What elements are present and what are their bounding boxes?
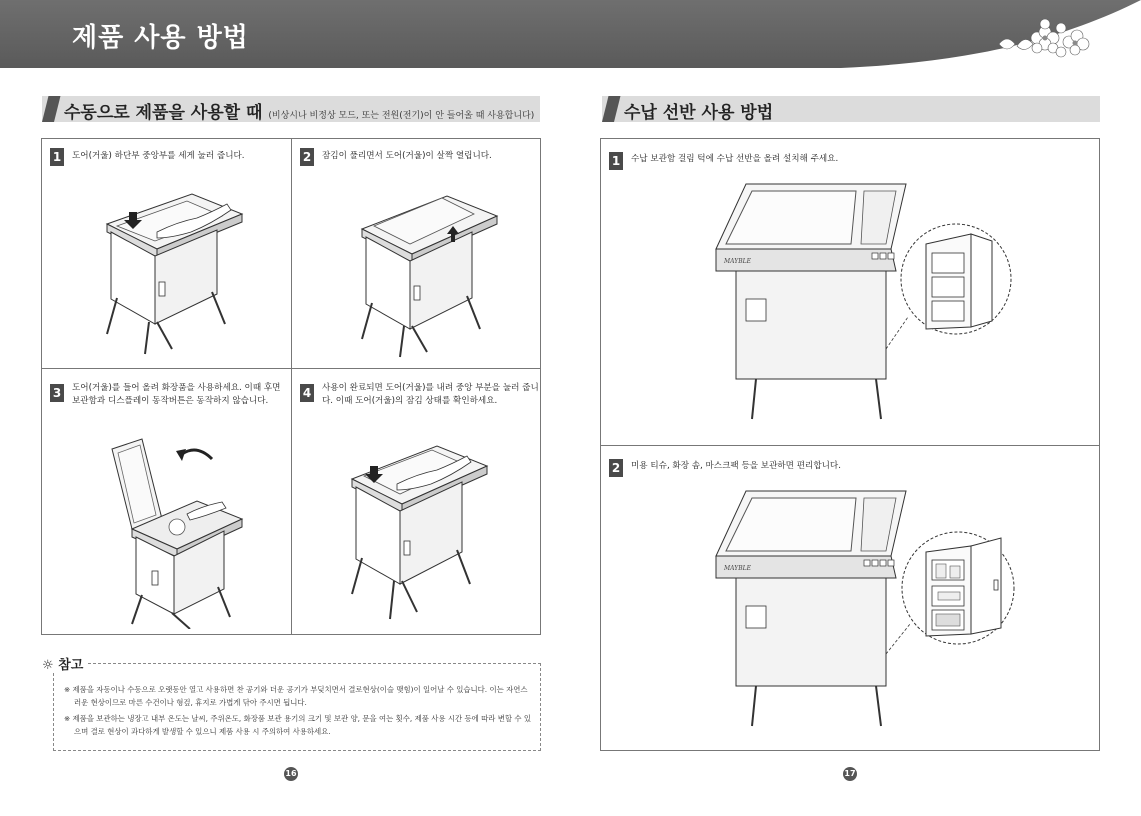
step-number-badge: 1 bbox=[609, 152, 623, 170]
step-3-cell bbox=[42, 369, 291, 634]
vanity-closing-press-illustration bbox=[342, 424, 492, 629]
vanity-closed-press-illustration bbox=[97, 174, 247, 359]
step-number-badge: 2 bbox=[300, 148, 314, 166]
step-2-cell bbox=[292, 139, 541, 368]
vanity-lid-lifted-illustration bbox=[102, 419, 252, 629]
step-text: 잠김이 풀리면서 도어(거울)이 살짝 열립니다. bbox=[322, 151, 492, 161]
shelf-install-illustration bbox=[696, 179, 1026, 439]
step-number-badge: 4 bbox=[300, 384, 314, 402]
shelf-storage-illustration bbox=[696, 486, 1026, 746]
left-section-header bbox=[42, 96, 540, 122]
right-steps-panel bbox=[600, 138, 1100, 751]
note-box bbox=[42, 658, 541, 751]
step-number-badge: 3 bbox=[50, 384, 64, 402]
step-text: 미용 티슈, 화장 솜, 마스크팩 등을 보관하면 편리합니다. bbox=[631, 461, 841, 471]
shelf-step-1-cell bbox=[601, 139, 1099, 445]
step-4-cell bbox=[292, 369, 541, 634]
step-text: 사용이 완료되면 도어(거울)를 내려 중앙 부분을 눌러 줍니 bbox=[322, 383, 539, 393]
note-line: 러운 현상이므로 마른 수건이나 형겊, 휴지로 가볍게 닦아 주시면 됩니다. bbox=[74, 698, 307, 707]
step-text: 수납 보관함 걸림 턱에 수납 선반을 올려 설치해 주세요. bbox=[631, 154, 839, 164]
step-text: 도어(거울) 하단부 중앙부를 세게 눌러 줍니다. bbox=[72, 151, 245, 161]
step-1-cell bbox=[42, 139, 291, 368]
step-text: 도어(거울)를 들어 올려 화장품을 사용하세요. 이때 후면 bbox=[72, 383, 281, 393]
left-section-subtitle: (비상시나 비정상 모드, 또는 전원(전기)이 안 들어올 때 사용합니다) bbox=[268, 111, 535, 121]
step-text: 보관함과 디스플레이 동작버튼은 동작하지 않습니다. bbox=[72, 396, 269, 406]
step-number-badge: 2 bbox=[609, 459, 623, 477]
brand-label: MAYBLE bbox=[724, 565, 751, 572]
lightbulb-icon: ☼ bbox=[42, 658, 54, 673]
note-line: ※ 제품을 자동이나 수동으로 오랫동안 열고 사용하면 찬 공기와 더운 공기가 부딪치면서 결로현상(이슬 맺힘)이 일어날 수 있습니다. 이는 자연스 bbox=[64, 685, 528, 694]
vanity-door-open-illustration bbox=[352, 174, 502, 359]
page-number: 16 bbox=[284, 767, 298, 781]
page-number: 17 bbox=[843, 767, 857, 781]
left-steps-panel bbox=[41, 138, 541, 635]
note-line: 으며 결로 현상이 과다하게 발생할 수 있으니 제품 사용 시 주의하여 사용하세요. bbox=[74, 727, 331, 736]
note-line: ※ 제품을 보관하는 냉장고 내부 온도는 날씨, 주위온도, 화장품 보관 용기의 크기 및 보관 양, 문을 여는 횟수, 제품 사용 시간 등에 따라 변할 수 있 bbox=[64, 714, 531, 723]
left-section-title: 수동으로 제품을 사용할 때 bbox=[64, 103, 263, 123]
step-text: 다. 이때 도어(거울)의 잠김 상태를 확인하세요. bbox=[322, 396, 498, 406]
right-section-title: 수납 선반 사용 방법 bbox=[624, 103, 774, 123]
step-number-badge: 1 bbox=[50, 148, 64, 166]
right-section-header bbox=[602, 96, 1100, 122]
shelf-step-2-cell bbox=[601, 446, 1099, 750]
flower-decoration-icon bbox=[721, 0, 1141, 68]
brand-label: MAYBLE bbox=[724, 258, 751, 265]
page-title: 제품 사용 방법 bbox=[72, 23, 249, 53]
note-title: 참고 bbox=[58, 658, 84, 673]
page-header bbox=[0, 0, 1141, 68]
